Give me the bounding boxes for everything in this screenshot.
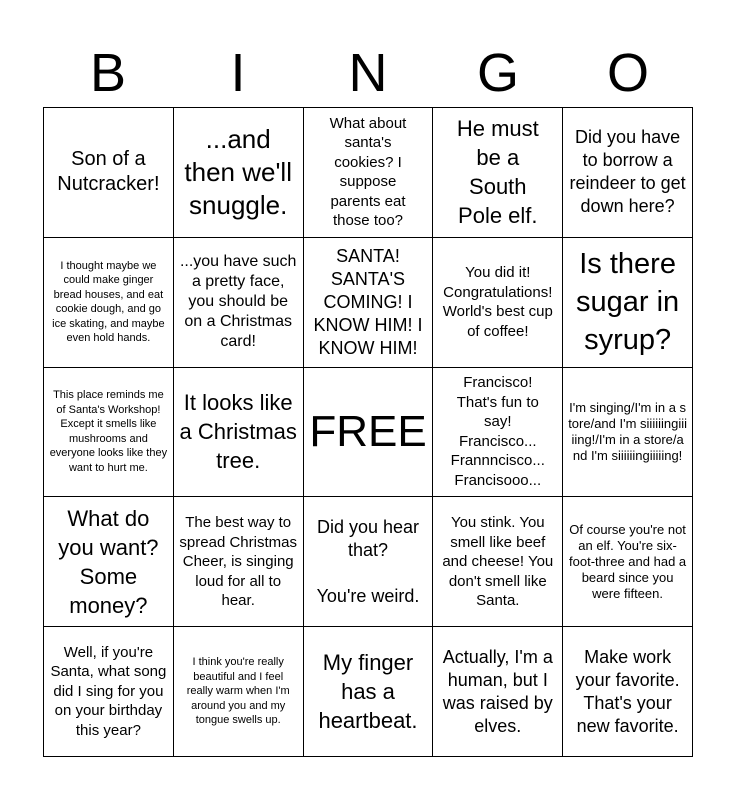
- cell-text: You did it! Congratulations! World's best cup of coffee!: [442, 264, 553, 340]
- cell-text: Did you have to borrow a reindeer to get down here?: [569, 127, 686, 217]
- bingo-cell[interactable]: [174, 368, 304, 498]
- cell-text: Of course you're not an elf. You're six-foot-three and had a beard since you were fifteen.: [569, 521, 687, 601]
- header-letter-i: I: [230, 43, 246, 103]
- bingo-cell[interactable]: [304, 238, 434, 368]
- bingo-cell[interactable]: [44, 368, 174, 498]
- bingo-cell[interactable]: [304, 497, 434, 627]
- bingo-header: [43, 40, 693, 106]
- cell-text: My finger has a heartbeat.: [318, 650, 418, 734]
- bingo-cell[interactable]: [174, 238, 304, 368]
- bingo-cell[interactable]: [304, 627, 434, 757]
- header-letter-o: O: [606, 43, 649, 103]
- cell-text: Francisco! That's fun to say! Francisco... Frannncisco... Francisooo...: [450, 374, 545, 489]
- bingo-cell[interactable]: [44, 627, 174, 757]
- cell-text: Is there sugar in syrup?: [576, 248, 680, 357]
- bingo-cell[interactable]: [433, 108, 563, 238]
- bingo-cell[interactable]: [563, 368, 693, 498]
- header-letter-b: B: [89, 43, 127, 103]
- cell-text: Well, if you're Santa, what song did I sing for you on your birthday this year?: [50, 643, 167, 739]
- bingo-cell[interactable]: [44, 497, 174, 627]
- cell-text: I think you're really beautiful and I feel really warm when I'm around you and my tongue swells up.: [186, 656, 290, 727]
- header-letter-n: N: [348, 43, 388, 103]
- cell-text: This place reminds me of Santa's Workshop! Except it smells like mushrooms and everyone looks like they want to hurt me.: [49, 389, 168, 474]
- bingo-cell[interactable]: [174, 497, 304, 627]
- bingo-cell[interactable]: [563, 497, 693, 627]
- cell-text: Did you hear that? You're weird.: [316, 516, 420, 606]
- cell-text: He must be a South Pole elf.: [456, 116, 539, 229]
- cell-text: Actually, I'm a human, but I was raised by elves.: [442, 646, 553, 736]
- cell-text: You stink. You smell like beef and cheese! You don't smell like Santa.: [442, 514, 554, 610]
- cell-text: ...you have such a pretty face, you should be on a Christmas card!: [179, 253, 297, 351]
- bingo-cell[interactable]: [433, 238, 563, 368]
- bingo-cell[interactable]: [433, 627, 563, 757]
- bingo-cell[interactable]: [304, 108, 434, 238]
- bingo-board: [43, 107, 693, 757]
- cell-text: What do you want? Some money?: [58, 505, 159, 618]
- bingo-cell[interactable]: [44, 108, 174, 238]
- cell-text: Son of a Nutcracker!: [57, 148, 160, 196]
- cell-text: Make work your favorite. That's your new favorite.: [575, 646, 680, 736]
- free-space[interactable]: [304, 368, 434, 498]
- free-space-label: FREE: [309, 406, 427, 456]
- bingo-cell[interactable]: [563, 108, 693, 238]
- bingo-cell[interactable]: [174, 627, 304, 757]
- bingo-cell[interactable]: [44, 238, 174, 368]
- cell-text: SANTA! SANTA'S COMING! I KNOW HIM! I KNOW HIM!: [313, 245, 423, 358]
- bingo-cell[interactable]: [433, 368, 563, 498]
- cell-text: The best way to spread Christmas Cheer, is singing loud for all to hear.: [179, 514, 297, 610]
- bingo-cell[interactable]: [563, 627, 693, 757]
- cell-text: I thought maybe we could make ginger bread houses, and eat cookie dough, and go ice skating, and maybe even hold hands.: [52, 259, 165, 345]
- bingo-cell[interactable]: [433, 497, 563, 627]
- bingo-cell[interactable]: [563, 238, 693, 368]
- cell-text: It looks like a Christmas tree.: [179, 390, 297, 474]
- cell-text: ...and then we'll snuggle.: [184, 123, 292, 220]
- bingo-cell[interactable]: [174, 108, 304, 238]
- cell-text: What about santa's cookies? I suppose parents eat those too?: [329, 114, 407, 230]
- cell-text: I'm singing/I'm in a store/and I'm siiiiiingiiiiing!/I'm in a store/and I'm siiiiiingiiiiing!: [568, 399, 687, 463]
- header-letter-g: G: [476, 43, 519, 103]
